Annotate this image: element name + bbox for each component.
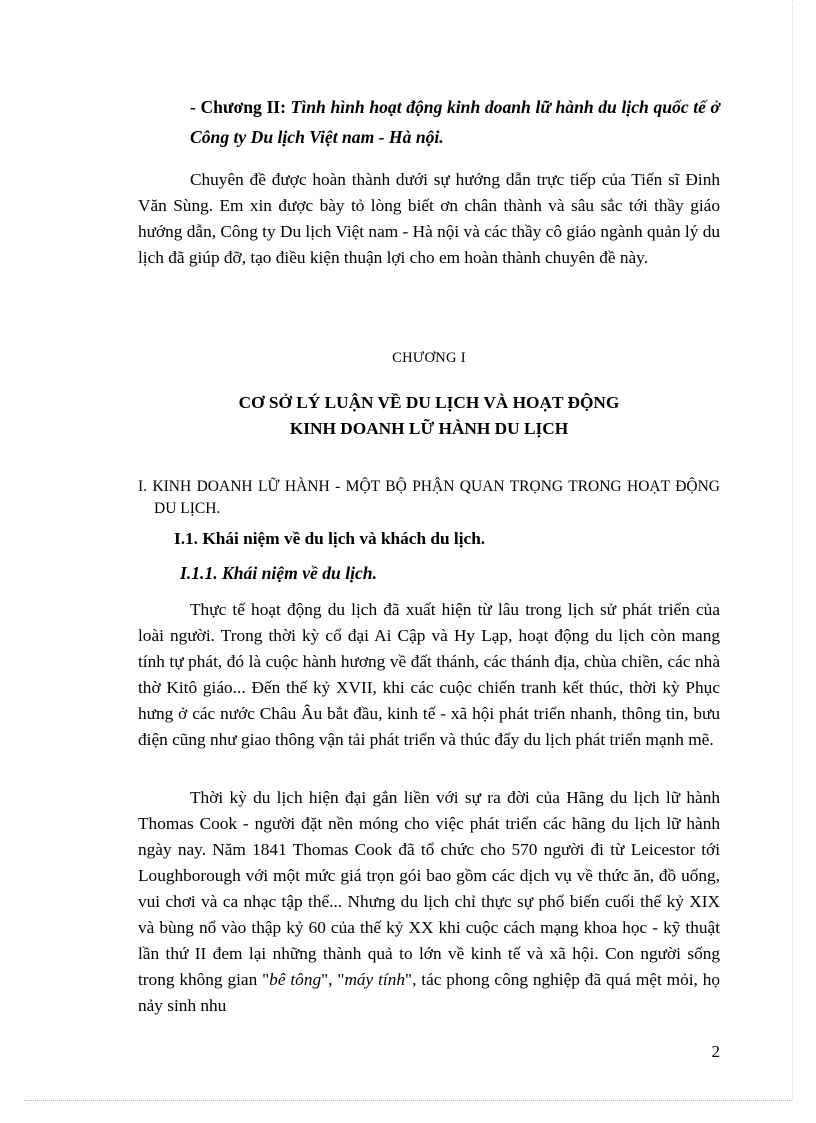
p3-italic-computer: máy tính (344, 970, 406, 989)
p3-text-after: ", tác phong công nghiệp đã quá mệt mỏi, họ nảy sinh nhu (138, 970, 721, 1015)
history-paragraph: Thực tế hoạt động du lịch đã xuất hiện từ lâu trong lịch sử phát triển của loài người. Trong thời kỳ cổ đại Ai Cập và Hy Lạp, hoạt động du lịch còn mang tính tự phát, đó là cuộc hành hương về đất thánh, các thánh địa, chùa chiền, các nhà thờ Kitô giáo... Đến thế kỷ XVII, khi các cuộc chiến tranh kết thúc, thời kỳ Phục hưng ở các nước Châu Âu bắt đầu, kinh tế - xã hội phát triển nhanh, thông tin, bưu điện cũng như giao thông vận tải phát triển và thúc đẩy du lịch phát triển mạnh mẽ. (138, 600, 720, 749)
page-number: 2 (711, 1042, 720, 1061)
chapter-list-item (138, 92, 720, 152)
p3-text-mid: ", " (321, 970, 345, 989)
chapter-title-line-2: KINH DOANH LỮ HÀNH DU LỊCH (289, 419, 569, 438)
acknowledgement-paragraph: Chuyên đề được hoàn thành dưới sự hướng dẫn trực tiếp của Tiến sĩ Đinh Văn Sùng. Em xin được bày tỏ lòng biết ơn chân thành và sâu sắc tới thầy giáo hướng dẫn, Công ty Du lịch Việt nam - Hà nội và các thầy cô giáo ngành quản lý du lịch đã giúp đỡ, tạo điều kiện thuận lợi cho em hoàn thành chuyên đề này. (138, 170, 720, 267)
chapter-title (138, 390, 720, 442)
section-heading: I. KINH DOANH LỮ HÀNH - MỘT BỘ PHẬN QUAN TRỌNG TRONG HOẠT ĐỘNG DU LỊCH. (138, 478, 720, 517)
p3-text-before: Thời kỳ du lịch hiện đại gắn liền với sự ra đời của Hãng du lịch lữ hành Thomas Cook - người đặt nền móng cho việc phát triển các hãng du lịch lữ hành ngày nay. Năm 1841 Thomas Cook đã tổ chức cho 570 người đi từ Leicestor tới Loughborough với một mức giá trọn gói bao gồm các dịch vụ về thức ăn, đồ uống, vui chơi và ca nhạc tập thể... Nhưng du lịch chỉ thực sự phổ biến cuối thế kỷ XIX và bùng nổ vào thập kỷ 60 của thế kỷ XX khi cuộc cách mạng khoa học - kỹ thuật lần thứ II đem lại những thành quả to lớn về kinh tế và xã hội. Con người sống trong không gian " (138, 788, 720, 989)
page-bottom-divider (24, 1100, 792, 1101)
subsection-heading: I.1. Khái niệm về du lịch và khách du lịch. (174, 529, 486, 548)
chapter-label: CHƯƠNG I (392, 350, 466, 366)
chapter-title-line-1: CƠ SỞ LÝ LUẬN VỀ DU LỊCH VÀ HOẠT ĐỘNG (238, 393, 620, 412)
p3-italic-concrete: bê tông (269, 970, 322, 989)
sub-subsection-heading: I.1.1. Khái niệm về du lịch. (180, 563, 377, 583)
chapter-item-prefix: - Chương II: (190, 97, 291, 117)
modern-tourism-paragraph (138, 785, 720, 1019)
chapter-item-title: Tình hình hoạt động kinh doanh lữ hành du lịch quốc tế ở Công ty Du lịch Việt nam - Hà nội. (190, 97, 720, 147)
page-edge-divider (792, 0, 793, 1100)
